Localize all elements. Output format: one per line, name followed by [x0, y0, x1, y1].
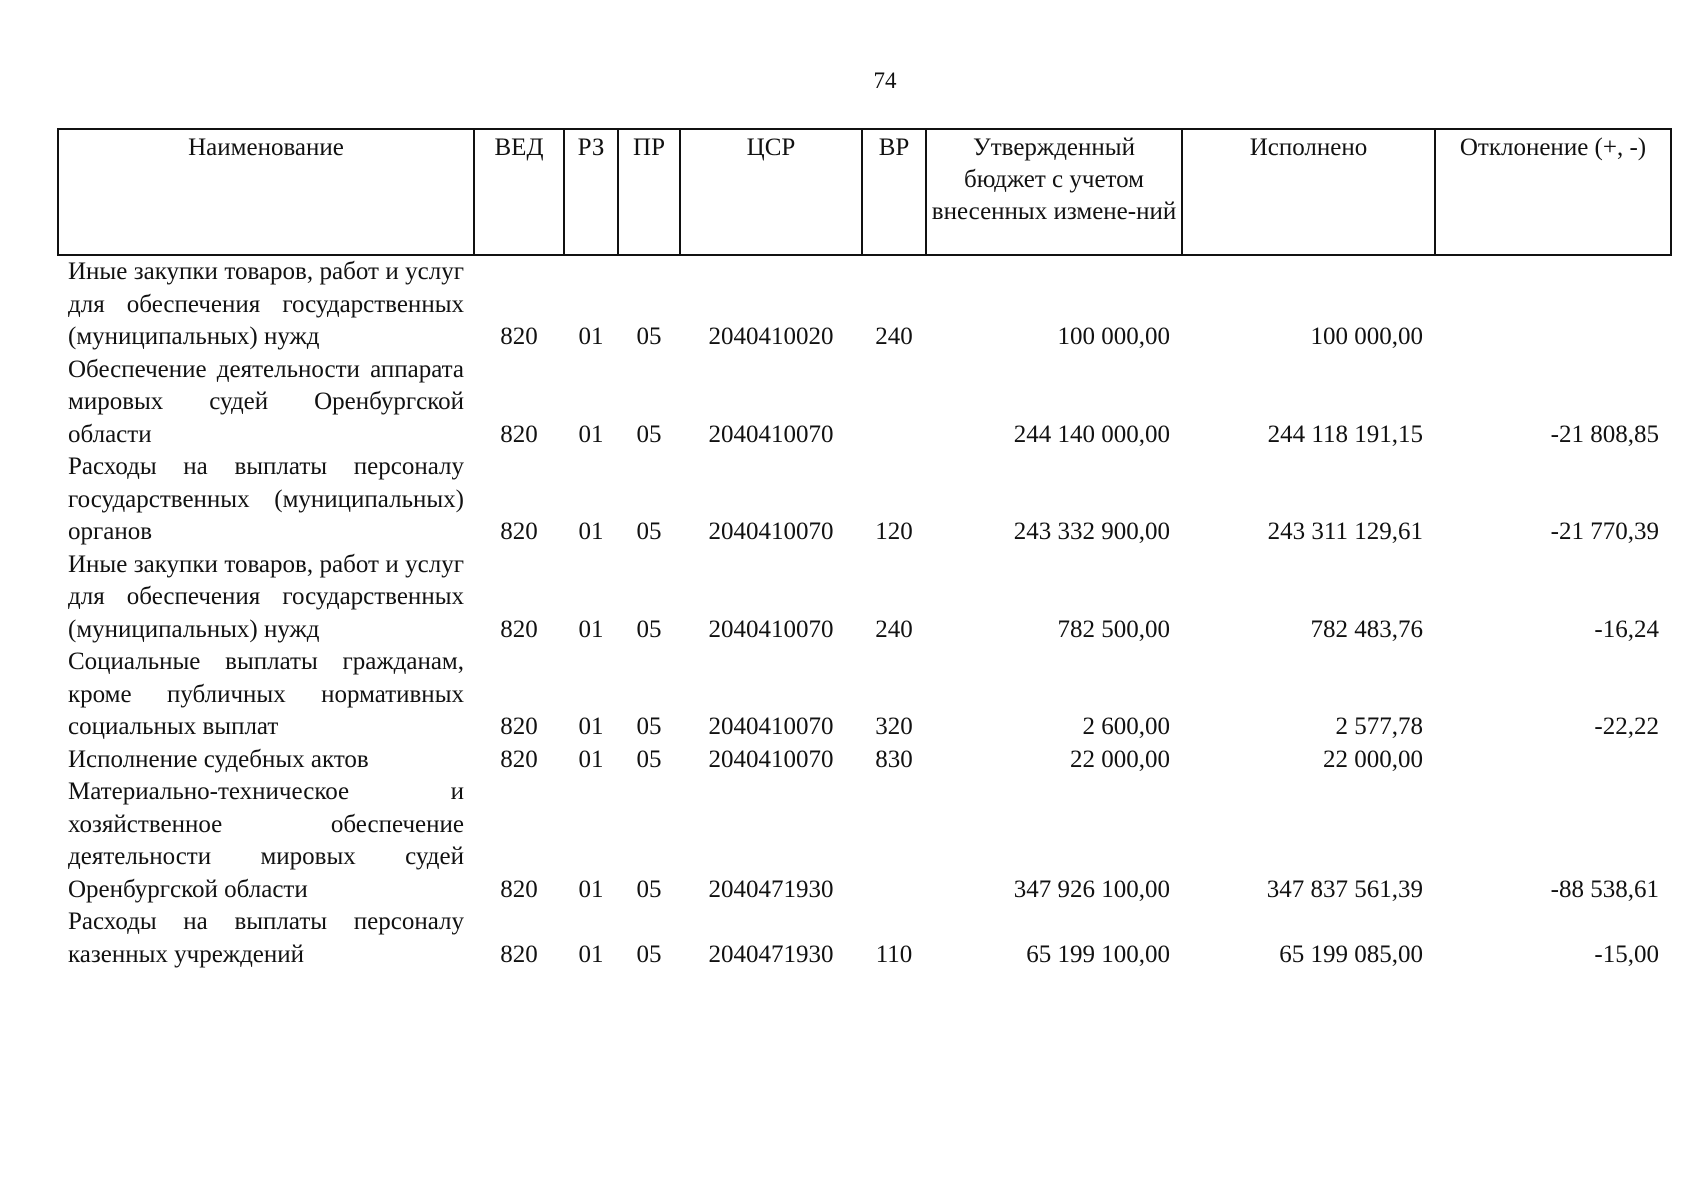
- row-name: Иные закупки товаров, работ и услуг для обеспечения государственных (муниципальных) нужд: [68, 550, 464, 643]
- row-rz: 01: [578, 745, 604, 773]
- row-ved: 820: [500, 615, 538, 643]
- row-rz: 01: [578, 518, 604, 545]
- row-ved: 820: [500, 940, 538, 968]
- header-rz: РЗ: [564, 129, 618, 255]
- row-csr: 2040471930: [708, 940, 834, 968]
- row-csr: 2040410070: [708, 615, 834, 643]
- row-executed: 2 577,78: [1335, 713, 1423, 740]
- budget-execution-table: [57, 128, 1672, 971]
- row-deviation: -22,22: [1594, 713, 1659, 740]
- row-name: Материально-техническое и хозяйственное обеспечение деятельности мировых судей Оренбургской области: [68, 778, 464, 903]
- row-name: Исполнение судебных актов: [68, 745, 369, 773]
- row-ved: 820: [500, 713, 538, 740]
- row-executed: 65 199 085,00: [1279, 940, 1423, 968]
- row-budget: 347 926 100,00: [1013, 875, 1170, 903]
- table-row: [58, 354, 1671, 452]
- row-name: Расходы на выплаты персоналу казенных учреждений: [68, 908, 464, 968]
- row-rz: 01: [578, 323, 604, 350]
- row-csr: 2040410070: [708, 745, 834, 773]
- row-vr: [862, 776, 926, 906]
- table-row: [58, 776, 1671, 906]
- row-csr: 2040410070: [708, 420, 834, 448]
- row-csr: 2040410020: [708, 323, 834, 350]
- row-csr: 2040410070: [708, 713, 834, 740]
- row-csr: 2040410070: [708, 518, 834, 545]
- row-pr: 05: [636, 713, 662, 740]
- table-row: [58, 549, 1671, 647]
- row-executed: 22 000,00: [1323, 745, 1423, 773]
- table-row: [58, 906, 1671, 971]
- row-name: Иные закупки товаров, работ и услуг для обеспечения государственных (муниципальных) нужд: [68, 258, 464, 350]
- row-executed: 347 837 561,39: [1266, 875, 1423, 903]
- header-executed: Исполнено: [1182, 129, 1435, 255]
- row-deviation: [1435, 255, 1671, 354]
- row-budget: 100 000,00: [1057, 323, 1170, 350]
- row-pr: 05: [636, 940, 662, 968]
- row-executed: 100 000,00: [1310, 323, 1423, 350]
- row-vr: 830: [875, 745, 913, 773]
- table-header-row: [58, 129, 1671, 255]
- row-rz: 01: [578, 875, 604, 903]
- row-pr: 05: [636, 615, 662, 643]
- row-ved: 820: [500, 420, 538, 448]
- row-budget: 22 000,00: [1070, 745, 1170, 773]
- row-deviation: -16,24: [1594, 615, 1659, 643]
- row-pr: 05: [636, 875, 662, 903]
- header-name: Наименование: [58, 129, 474, 255]
- header-deviation: Отклонение (+, -): [1435, 129, 1671, 255]
- row-rz: 01: [578, 713, 604, 740]
- row-pr: 05: [636, 745, 662, 773]
- row-budget: 782 500,00: [1057, 615, 1170, 643]
- row-name: Социальные выплаты гражданам, кроме публичных нормативных социальных выплат: [68, 648, 464, 740]
- table-row: [58, 255, 1671, 354]
- header-vr: ВР: [862, 129, 926, 255]
- row-pr: 05: [636, 420, 662, 448]
- table-row: [58, 744, 1671, 777]
- row-budget: 2 600,00: [1082, 713, 1170, 740]
- page-number: 74: [873, 68, 897, 93]
- row-executed: 782 483,76: [1310, 615, 1423, 643]
- row-vr: 110: [875, 940, 913, 968]
- table-row: [58, 451, 1671, 549]
- row-deviation: -21 770,39: [1550, 518, 1659, 545]
- row-vr: 120: [875, 518, 913, 545]
- row-deviation: -21 808,85: [1550, 420, 1659, 448]
- row-deviation: [1435, 744, 1671, 777]
- row-budget: 65 199 100,00: [1026, 940, 1170, 968]
- header-csr: ЦСР: [680, 129, 862, 255]
- row-ved: 820: [500, 518, 538, 545]
- row-budget: 244 140 000,00: [1013, 420, 1170, 448]
- header-ved: ВЕД: [474, 129, 564, 255]
- row-vr: 320: [875, 713, 913, 740]
- header-budget: Утвержденный бюджет с учетом внесенных измене-ний: [926, 129, 1182, 255]
- row-ved: 820: [500, 323, 538, 350]
- row-rz: 01: [578, 420, 604, 448]
- row-vr: 240: [875, 615, 913, 643]
- row-rz: 01: [578, 940, 604, 968]
- row-vr: 240: [875, 323, 913, 350]
- row-ved: 820: [500, 875, 538, 903]
- row-name: Обеспечение деятельности аппарата мировых судей Оренбургской области: [68, 355, 464, 448]
- row-deviation: -15,00: [1594, 940, 1659, 968]
- row-pr: 05: [636, 323, 662, 350]
- row-csr: 2040471930: [708, 875, 834, 903]
- header-pr: ПР: [618, 129, 680, 255]
- row-name: Расходы на выплаты персоналу государственных (муниципальных) органов: [68, 453, 464, 545]
- row-executed: 243 311 129,61: [1267, 518, 1423, 545]
- row-pr: 05: [636, 518, 662, 545]
- row-rz: 01: [578, 615, 604, 643]
- row-ved: 820: [500, 745, 538, 773]
- row-vr: [862, 354, 926, 452]
- table-row: [58, 646, 1671, 744]
- row-budget: 243 332 900,00: [1013, 518, 1170, 545]
- row-deviation: -88 538,61: [1550, 875, 1659, 903]
- row-executed: 244 118 191,15: [1267, 420, 1423, 448]
